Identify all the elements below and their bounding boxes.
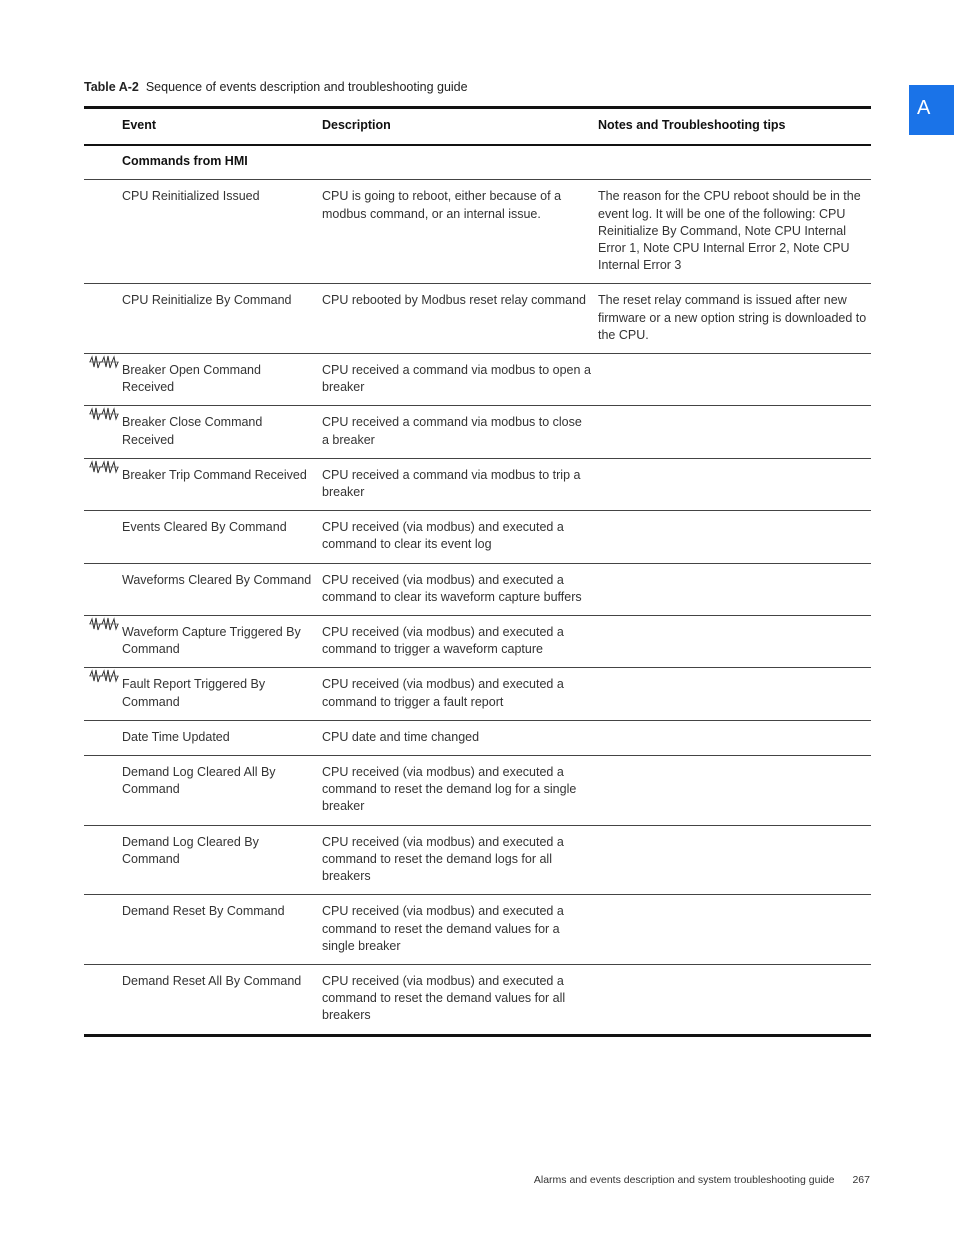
description-cell: CPU received a command via modbus to close a breaker [322, 415, 582, 447]
event-cell: Demand Reset By Command [122, 904, 285, 919]
notes-cell [598, 354, 871, 406]
table-row [84, 180, 871, 284]
table-row [84, 964, 871, 1035]
notes-cell [598, 756, 871, 826]
event-cell: Demand Log Cleared By Command [122, 834, 259, 866]
description-cell: CPU received (via modbus) and executed a command to reset the demand logs for all breakers [322, 834, 564, 884]
event-cell: Waveforms Cleared By Command [122, 572, 312, 587]
table-row [84, 895, 871, 965]
notes-cell: The reason for the CPU reboot should be in the event log. It will be one of the following: CPU Reinitialize By Command, Note CPU Internal Error 1, Note CPU Internal Error 2, Note CPU Internal Error 3 [598, 189, 861, 273]
row-icon-cell [84, 825, 122, 895]
description-cell: CPU received a command via modbus to trip a breaker [322, 467, 581, 500]
events-table [84, 106, 871, 1037]
description-cell: CPU received (via modbus) and executed a command to clear its event log [322, 520, 564, 552]
description-cell: CPU date and time changed [322, 729, 480, 744]
header-notes: Notes and Troubleshooting tips [598, 108, 871, 146]
row-icon-cell [84, 895, 122, 965]
event-cell: Breaker Open Command Received [122, 363, 261, 395]
table-row [84, 563, 871, 615]
table-caption [84, 80, 468, 94]
table-header-row [84, 108, 871, 146]
table-row [84, 406, 871, 458]
section-icon-cell [84, 145, 122, 180]
section-row [84, 145, 871, 180]
description-cell: CPU received a command via modbus to open a breaker [322, 363, 591, 395]
row-icon-cell [84, 756, 122, 826]
event-cell: Fault Report Triggered By Command [122, 677, 266, 709]
page-footer [534, 1174, 870, 1186]
event-cell: Waveform Capture Triggered By Command [122, 625, 301, 657]
event-cell: CPU Reinitialize By Command [122, 293, 292, 308]
table-row [84, 458, 871, 510]
notes-cell [598, 895, 871, 965]
description-cell: CPU received (via modbus) and executed a command to trigger a waveform capture [322, 625, 564, 657]
description-cell: CPU received (via modbus) and executed a command to trigger a fault report [322, 677, 564, 709]
table-row [84, 354, 871, 406]
description-cell: CPU is going to reboot, either because of a modbus command, or an internal issue. [322, 189, 562, 221]
notes-cell [598, 964, 871, 1035]
waveform-icon [89, 616, 119, 632]
description-cell: CPU received (via modbus) and executed a command to reset the demand log for a single breaker [322, 765, 577, 814]
row-icon-cell [84, 354, 122, 406]
header-description: Description [322, 108, 598, 146]
row-icon-cell [84, 406, 122, 458]
row-icon-cell [84, 616, 122, 668]
page-number: 267 [852, 1174, 870, 1186]
table-row [84, 720, 871, 755]
header-event: Event [122, 108, 322, 146]
table-row [84, 511, 871, 563]
notes-cell [598, 616, 871, 668]
appendix-tab-marker: A [909, 85, 954, 135]
waveform-icon [89, 354, 119, 370]
event-cell: Demand Reset All By Command [122, 973, 302, 988]
waveform-icon [89, 668, 119, 684]
description-cell: CPU rebooted by Modbus reset relay command [322, 293, 587, 308]
notes-cell [598, 668, 871, 720]
event-cell: Breaker Trip Command Received [122, 467, 307, 482]
description-cell: CPU received (via modbus) and executed a command to reset the demand values for a single breaker [322, 904, 564, 953]
footer-text: Alarms and events description and system troubleshooting guide [533, 1174, 835, 1186]
notes-cell [598, 720, 871, 755]
notes-cell [598, 825, 871, 895]
table-row [84, 284, 871, 354]
event-cell: Date Time Updated [122, 729, 230, 744]
description-cell: CPU received (via modbus) and executed a command to reset the demand values for all breakers [322, 973, 566, 1023]
row-icon-cell [84, 668, 122, 720]
notes-cell: The reset relay command is issued after new firmware or a new option string is downloaded to the CPU. [598, 293, 867, 342]
row-icon-cell [84, 563, 122, 615]
table-caption-text: Sequence of events description and troubleshooting guide [145, 80, 468, 94]
table-caption-label: Table A-2 [84, 80, 139, 94]
notes-cell [598, 563, 871, 615]
event-cell: Events Cleared By Command [122, 520, 287, 535]
row-icon-cell [84, 720, 122, 755]
table-row [84, 825, 871, 895]
notes-cell [598, 406, 871, 458]
notes-cell [598, 511, 871, 563]
table-row [84, 616, 871, 668]
event-cell: CPU Reinitialized Issued [122, 189, 260, 204]
event-cell: Demand Log Cleared All By Command [122, 765, 276, 797]
row-icon-cell [84, 284, 122, 354]
event-cell: Breaker Close Command Received [122, 415, 263, 447]
waveform-icon [89, 459, 119, 475]
notes-cell [598, 458, 871, 510]
table-row [84, 756, 871, 826]
waveform-icon [89, 406, 119, 422]
table-body [84, 145, 871, 1035]
row-icon-cell [84, 511, 122, 563]
description-cell: CPU received (via modbus) and executed a command to clear its waveform capture buffers [322, 572, 582, 604]
row-icon-cell [84, 458, 122, 510]
header-icon-cell [84, 108, 122, 146]
row-icon-cell [84, 964, 122, 1035]
section-title: Commands from HMI [122, 154, 248, 169]
table-row [84, 668, 871, 720]
row-icon-cell [84, 180, 122, 284]
